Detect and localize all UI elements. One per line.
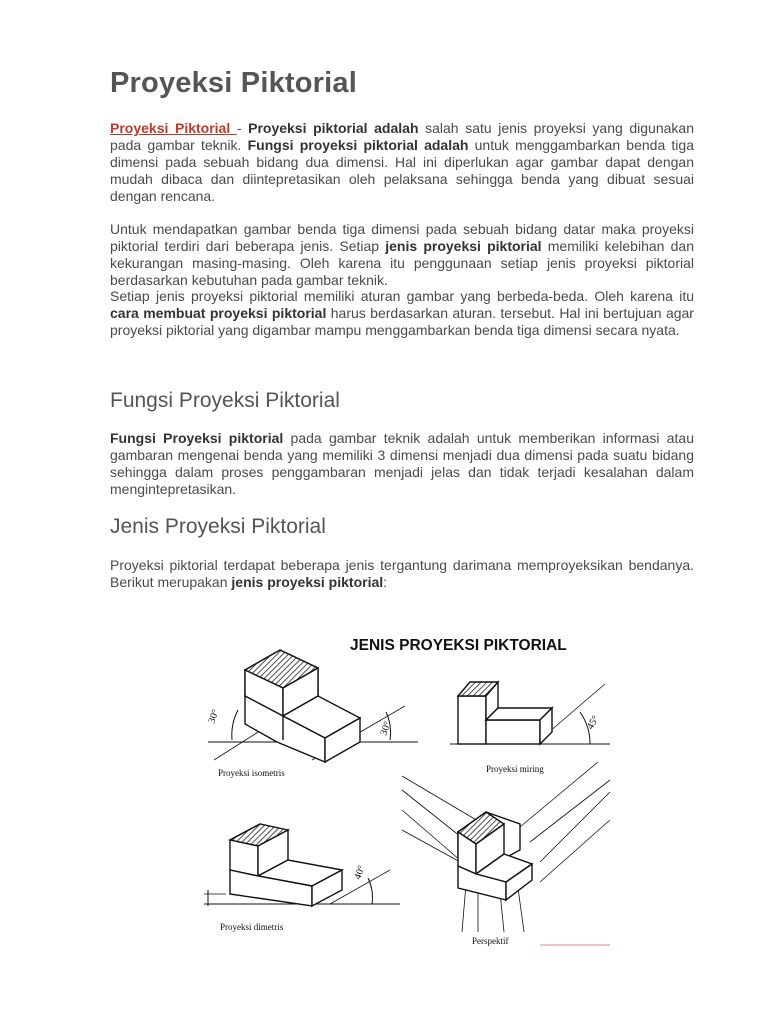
intro-bold-definition: Proyeksi piktorial adalah bbox=[248, 120, 419, 136]
caption-isometris: Proyeksi isometris bbox=[218, 768, 285, 778]
para3-text-2: harus berdasarkan aturan. tersebut. Hal ini bertujuan agar proyeksi piktorial yang digambar mampu menggambarkan benda tiga dimensi secara nyata. bbox=[110, 304, 694, 338]
intro-text-1: salah satu jenis proyeksi yang digunakan pada gambar teknik. bbox=[110, 120, 694, 153]
isometric-drawing bbox=[208, 650, 418, 762]
fungsi-text: pada gambar teknik adalah untuk memberikan informasi atau gambaran mengenai benda yang memiliki 3 dimensi menjadi dua dimensi pada suatu bidang sehingga dalam proses penggambaran menjadi jelas dan tidak terjadi kesalahan dalam mengintepretasikan. bbox=[110, 430, 694, 497]
proyeksi-piktorial-link[interactable]: Proyeksi Piktorial bbox=[110, 120, 237, 136]
para2-bold: jenis proyeksi piktorial bbox=[385, 237, 542, 254]
heading-fungsi: Fungsi Proyeksi Piktorial bbox=[110, 389, 340, 412]
caption-perspektif: Perspektif bbox=[472, 936, 509, 946]
paragraph-jenis-intro bbox=[110, 221, 694, 289]
caption-miring: Proyeksi miring bbox=[486, 764, 544, 774]
page-title: Proyeksi Piktorial bbox=[110, 67, 357, 99]
perspektif-drawing bbox=[402, 762, 610, 932]
intro-paragraph bbox=[110, 120, 694, 205]
paragraph-jenis bbox=[110, 557, 694, 591]
miring-angle: 45° bbox=[585, 713, 602, 732]
para2-text-1: Untuk mendapatkan gambar benda tiga dimensi pada sebuah bidang datar maka proyeksi piktorial terdiri dari beberapa jenis. Setiap bbox=[110, 221, 694, 254]
iso-angle-left: 30° bbox=[206, 708, 222, 726]
miring-drawing bbox=[450, 682, 610, 744]
jenis-bold: jenis proyeksi piktorial bbox=[231, 573, 384, 590]
para2-text-2: memiliki kelebihan dan kekurangan masing-masing. Oleh karena itu penggunaan setiap jenis proyeksi piktorial berdasarkan kebutuhan pada gambar teknik. bbox=[110, 237, 694, 288]
projection-illustration bbox=[200, 612, 618, 952]
iso-angle-right: 30° bbox=[378, 720, 394, 738]
paragraph-fungsi bbox=[110, 430, 694, 498]
jenis-proyeksi-figure bbox=[200, 612, 618, 952]
intro-bold-fungsi: Fungsi proyeksi piktorial adalah bbox=[247, 136, 469, 153]
intro-dash: - bbox=[236, 120, 249, 136]
figure-title: JENIS PROYEKSI PIKTORIAL bbox=[350, 637, 567, 654]
heading-jenis: Jenis Proyeksi Piktorial bbox=[110, 515, 326, 538]
para3-bold: cara membuat proyeksi piktorial bbox=[110, 304, 327, 321]
jenis-text-1: Proyeksi piktorial terdapat beberapa jenis tergantung darimana memproyeksikan bendanya. Berikut merupakan bbox=[110, 557, 694, 590]
dimetris-angle: 40° bbox=[352, 864, 368, 882]
para3-text-1: Setiap jenis proyeksi piktorial memiliki aturan gambar yang berbeda-beda. Oleh karena itu bbox=[110, 288, 694, 304]
dimetris-drawing bbox=[204, 824, 400, 906]
paragraph-aturan bbox=[110, 288, 694, 339]
caption-dimetris: Proyeksi dimetris bbox=[220, 922, 284, 932]
jenis-text-2: : bbox=[383, 573, 388, 590]
fungsi-bold: Fungsi Proyeksi piktorial bbox=[110, 430, 284, 446]
intro-text-2: untuk menggambarkan benda tiga dimensi pada sebuah bidang dua dimensi. Hal ini diperlukan agar gambar dapat dengan mudah dibaca dan diintepretasikan oleh pelaksana sehingga benda yang dibuat sesuai dengan rencana. bbox=[110, 136, 694, 204]
